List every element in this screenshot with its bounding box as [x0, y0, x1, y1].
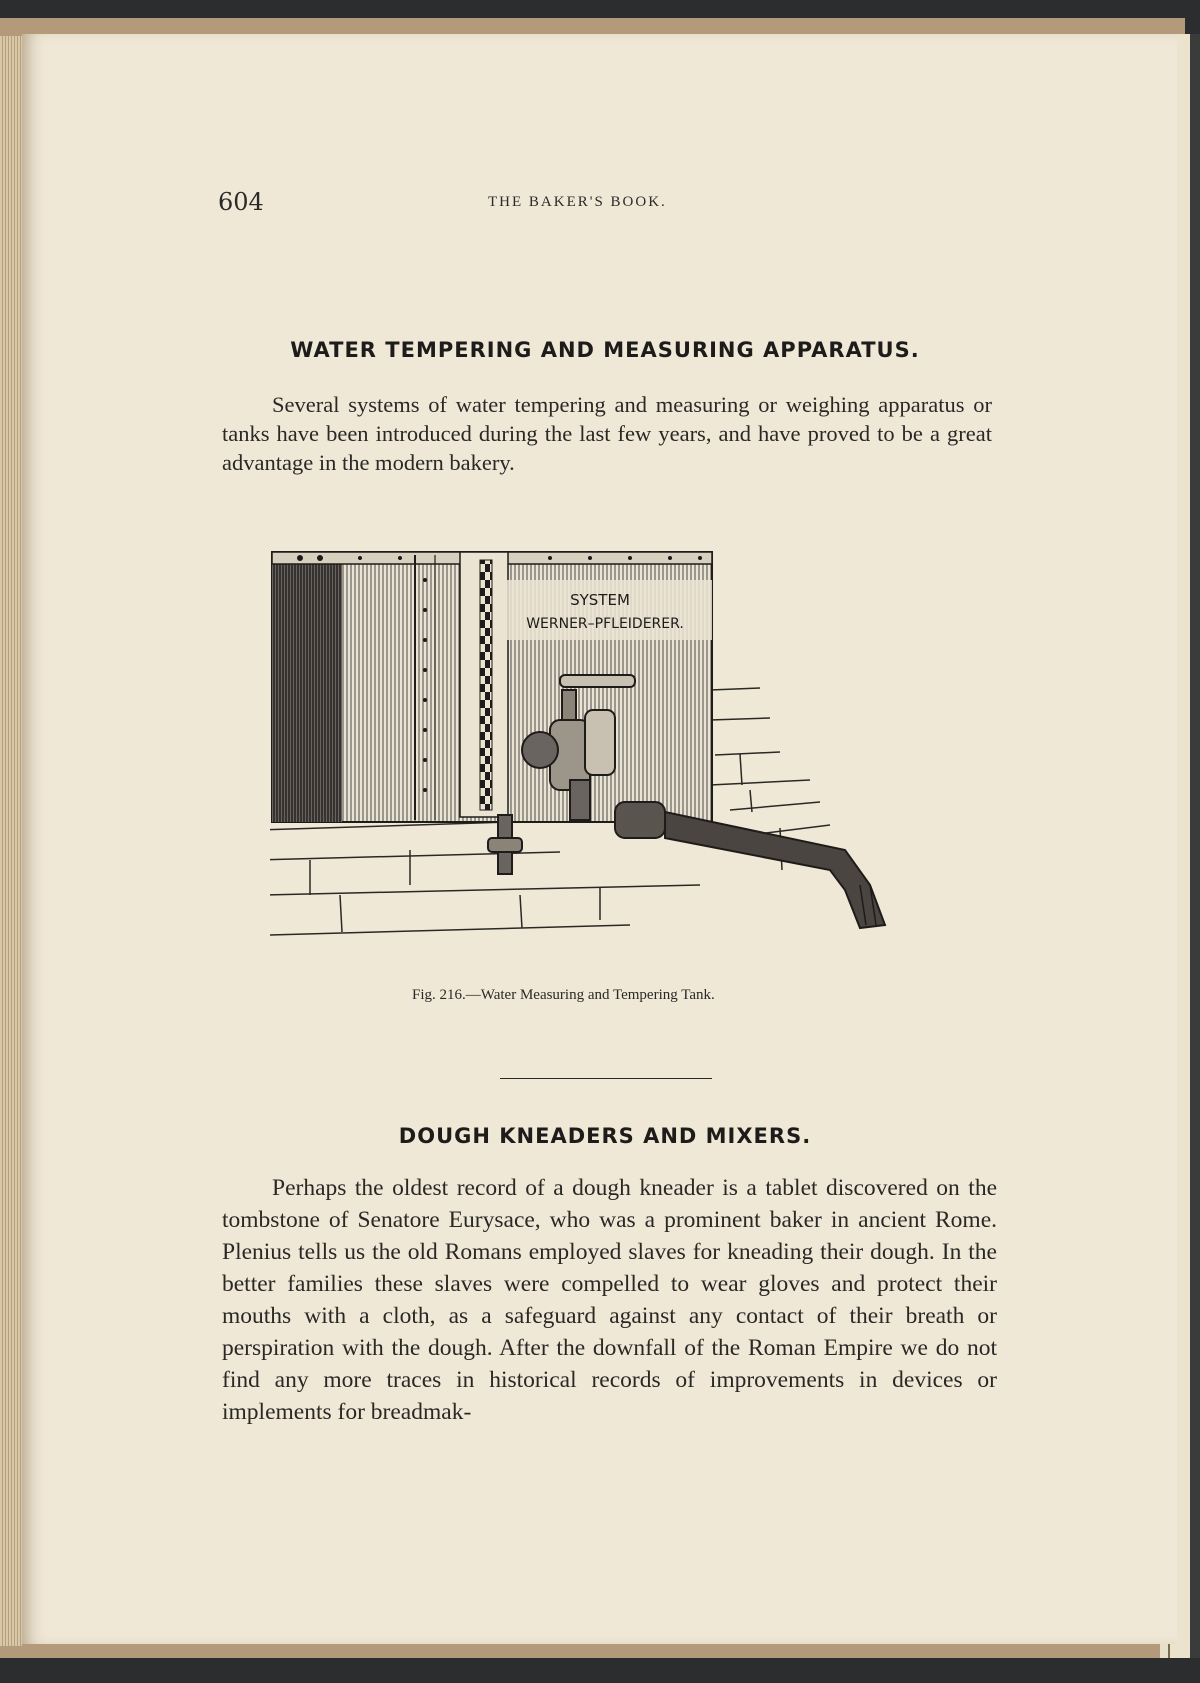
drain-tap: [488, 815, 522, 874]
page-header: [218, 188, 998, 218]
tank-label-line2: WERNER–PFLEIDERER.: [526, 616, 684, 632]
section-heading-dough-kneaders: DOUGH KNEADERS AND MIXERS.: [398, 1124, 812, 1148]
figure-caption: Fig. 216.—Water Measuring and Tempering Tank.: [412, 987, 715, 1003]
page-number: 604: [218, 188, 264, 216]
paragraph-dough-kneaders: Perhaps the oldest record of a dough kneader is a tablet discovered on the tombstone of Senatore Eurysace, who was a prominent baker in ancient Rome. Plenius tells us the old Romans employed slaves for kneading their dough. In the better families these slaves were compelled to wear gloves and protect their mouths with a cloth, as a safeguard against any contact of their breath or perspiration with the dough. After the downfall of the Roman Empire we do not find any more traces in historical records of improvements in devices or implements for breadmak-: [222, 1175, 997, 1425]
section-divider: [500, 1078, 712, 1079]
page-stack-edge: [0, 36, 22, 1646]
tank-label-line1: SYSTEM: [570, 591, 630, 609]
paragraph-water-tempering: Several systems of water tempering and measuring or weighing apparatus or tanks have been introduced during the last few years, and have proved to be a great advantage in the modern bakery.: [222, 392, 992, 475]
section-heading-water-tempering: WATER TEMPERING AND MEASURING APPARATUS.: [290, 338, 920, 362]
tank-illustration: [270, 540, 950, 990]
running-head: THE BAKER'S BOOK.: [488, 194, 667, 210]
figure-water-tank: [270, 540, 950, 990]
tank-body: [272, 552, 712, 822]
